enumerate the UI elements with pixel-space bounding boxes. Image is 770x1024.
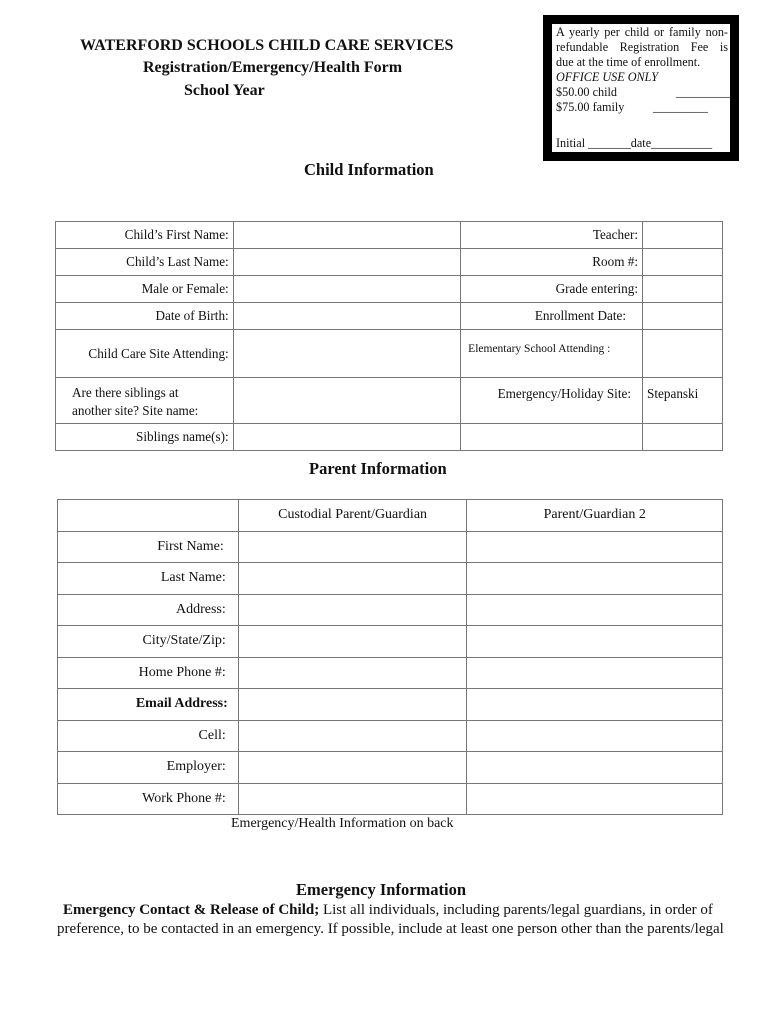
fee-note-line-2: refundable Registration Fee is xyxy=(556,40,728,54)
room-label: Room #: xyxy=(461,249,643,276)
office-use-label: OFFICE USE ONLY xyxy=(556,70,658,84)
child-fee-row xyxy=(556,85,730,100)
corner-cell xyxy=(58,500,239,532)
family-fee-label: $75.00 family xyxy=(556,100,625,114)
fee-note-line-1: A yearly per child or family non- xyxy=(556,25,728,39)
table-row xyxy=(56,378,723,424)
siblings-question-label xyxy=(56,378,234,424)
emergency-instructions-line-1 xyxy=(63,902,713,919)
table-row xyxy=(58,720,723,752)
parent1-cell-field[interactable] xyxy=(238,720,467,752)
parent1-home-phone-field[interactable] xyxy=(238,657,467,689)
table-row xyxy=(58,689,723,721)
parent2-home-phone-field[interactable] xyxy=(467,657,723,689)
table-row xyxy=(56,276,723,303)
fee-note-line-3: due at the time of enrollment. xyxy=(556,55,701,69)
siblings-names-label: Siblings name(s): xyxy=(56,424,234,451)
siblings-question-line-1: Are there siblings at xyxy=(72,385,179,400)
parent1-address-field[interactable] xyxy=(238,594,467,626)
child-fee-blank[interactable]: _________ xyxy=(676,85,731,99)
parent2-employer-field[interactable] xyxy=(467,752,723,784)
siblings-site-field[interactable] xyxy=(233,378,460,424)
parent2-last-name-field[interactable] xyxy=(467,563,723,595)
first-name-field[interactable] xyxy=(233,222,460,249)
org-title: WATERFORD SCHOOLS CHILD CARE SERVICES xyxy=(80,37,454,54)
last-name-label: Child’s Last Name: xyxy=(56,249,234,276)
gender-field[interactable] xyxy=(233,276,460,303)
elementary-field[interactable] xyxy=(643,330,723,378)
enrollment-date-label: Enrollment Date: xyxy=(461,303,643,330)
initial-date-line[interactable]: Initial _______date__________ xyxy=(556,136,713,150)
table-row xyxy=(58,626,723,658)
emergency-site-label: Emergency/Holiday Site: xyxy=(461,378,643,424)
parent-info-table xyxy=(57,499,723,815)
table-row xyxy=(58,500,723,532)
elementary-label: Elementary School Attending : xyxy=(461,330,643,378)
parent2-work-phone-field[interactable] xyxy=(467,783,723,815)
enrollment-date-field[interactable] xyxy=(643,303,723,330)
cell-row-label: Cell: xyxy=(58,720,239,752)
parent2-email-field[interactable] xyxy=(467,689,723,721)
table-row xyxy=(58,594,723,626)
siblings-names-field-2[interactable] xyxy=(461,424,643,451)
parent1-first-name-field[interactable] xyxy=(238,531,467,563)
first-name-label: Child’s First Name: xyxy=(56,222,234,249)
table-row xyxy=(56,249,723,276)
parent1-work-phone-field[interactable] xyxy=(238,783,467,815)
siblings-question-line-2: another site? Site name: xyxy=(72,403,199,418)
table-row xyxy=(56,303,723,330)
parent-2-header: Parent/Guardian 2 xyxy=(467,500,723,532)
grade-label: Grade entering: xyxy=(461,276,643,303)
table-row xyxy=(56,330,723,378)
last-name-field[interactable] xyxy=(233,249,460,276)
teacher-label: Teacher: xyxy=(461,222,643,249)
office-use-box xyxy=(543,15,739,161)
table-row xyxy=(58,783,723,815)
grade-field[interactable] xyxy=(643,276,723,303)
emergency-lead: Emergency Contact & Release of Child; xyxy=(63,902,320,918)
teacher-field[interactable] xyxy=(643,222,723,249)
address-row-label: Address: xyxy=(58,594,239,626)
table-row xyxy=(56,222,723,249)
emergency-site-value[interactable]: Stepanski xyxy=(643,378,723,424)
table-row xyxy=(58,563,723,595)
emergency-info-title: Emergency Information xyxy=(296,880,467,899)
parent2-cell-field[interactable] xyxy=(467,720,723,752)
dob-field[interactable] xyxy=(233,303,460,330)
site-label: Child Care Site Attending: xyxy=(56,330,234,378)
site-field[interactable] xyxy=(233,330,460,378)
emergency-instructions-line-2: preference, to be contacted in an emergency. If possible, include at least one person other than the parents/legal xyxy=(57,921,724,937)
child-fee-label: $50.00 child xyxy=(556,85,617,99)
family-fee-row xyxy=(556,100,730,115)
first-name-row-label: First Name: xyxy=(58,531,239,563)
parent1-city-field[interactable] xyxy=(238,626,467,658)
family-fee-blank[interactable]: _________ xyxy=(653,100,708,114)
custodial-parent-header: Custodial Parent/Guardian xyxy=(238,500,467,532)
table-row xyxy=(58,531,723,563)
email-row-label: Email Address: xyxy=(58,689,239,721)
parent1-email-field[interactable] xyxy=(238,689,467,721)
parent-info-title: Parent Information xyxy=(309,459,447,478)
parent2-address-field[interactable] xyxy=(467,594,723,626)
back-note: Emergency/Health Information on back xyxy=(231,816,454,831)
gender-label: Male or Female: xyxy=(56,276,234,303)
school-year-label: School Year xyxy=(184,82,265,99)
last-name-row-label: Last Name: xyxy=(58,563,239,595)
child-info-title: Child Information xyxy=(304,160,434,179)
parent2-first-name-field[interactable] xyxy=(467,531,723,563)
home-phone-row-label: Home Phone #: xyxy=(58,657,239,689)
city-state-zip-row-label: City/State/Zip: xyxy=(58,626,239,658)
parent1-employer-field[interactable] xyxy=(238,752,467,784)
room-field[interactable] xyxy=(643,249,723,276)
employer-row-label: Employer: xyxy=(58,752,239,784)
parent2-city-field[interactable] xyxy=(467,626,723,658)
parent1-last-name-field[interactable] xyxy=(238,563,467,595)
emergency-instructions-rest: List all individuals, including parents/legal guardians, in order of xyxy=(319,902,713,918)
table-row xyxy=(58,657,723,689)
siblings-names-field[interactable] xyxy=(233,424,460,451)
child-info-table xyxy=(55,221,723,451)
form-title: Registration/Emergency/Health Form xyxy=(143,59,403,76)
table-row xyxy=(58,752,723,784)
work-phone-row-label: Work Phone #: xyxy=(58,783,239,815)
siblings-names-field-3[interactable] xyxy=(643,424,723,451)
dob-label: Date of Birth: xyxy=(56,303,234,330)
table-row xyxy=(56,424,723,451)
